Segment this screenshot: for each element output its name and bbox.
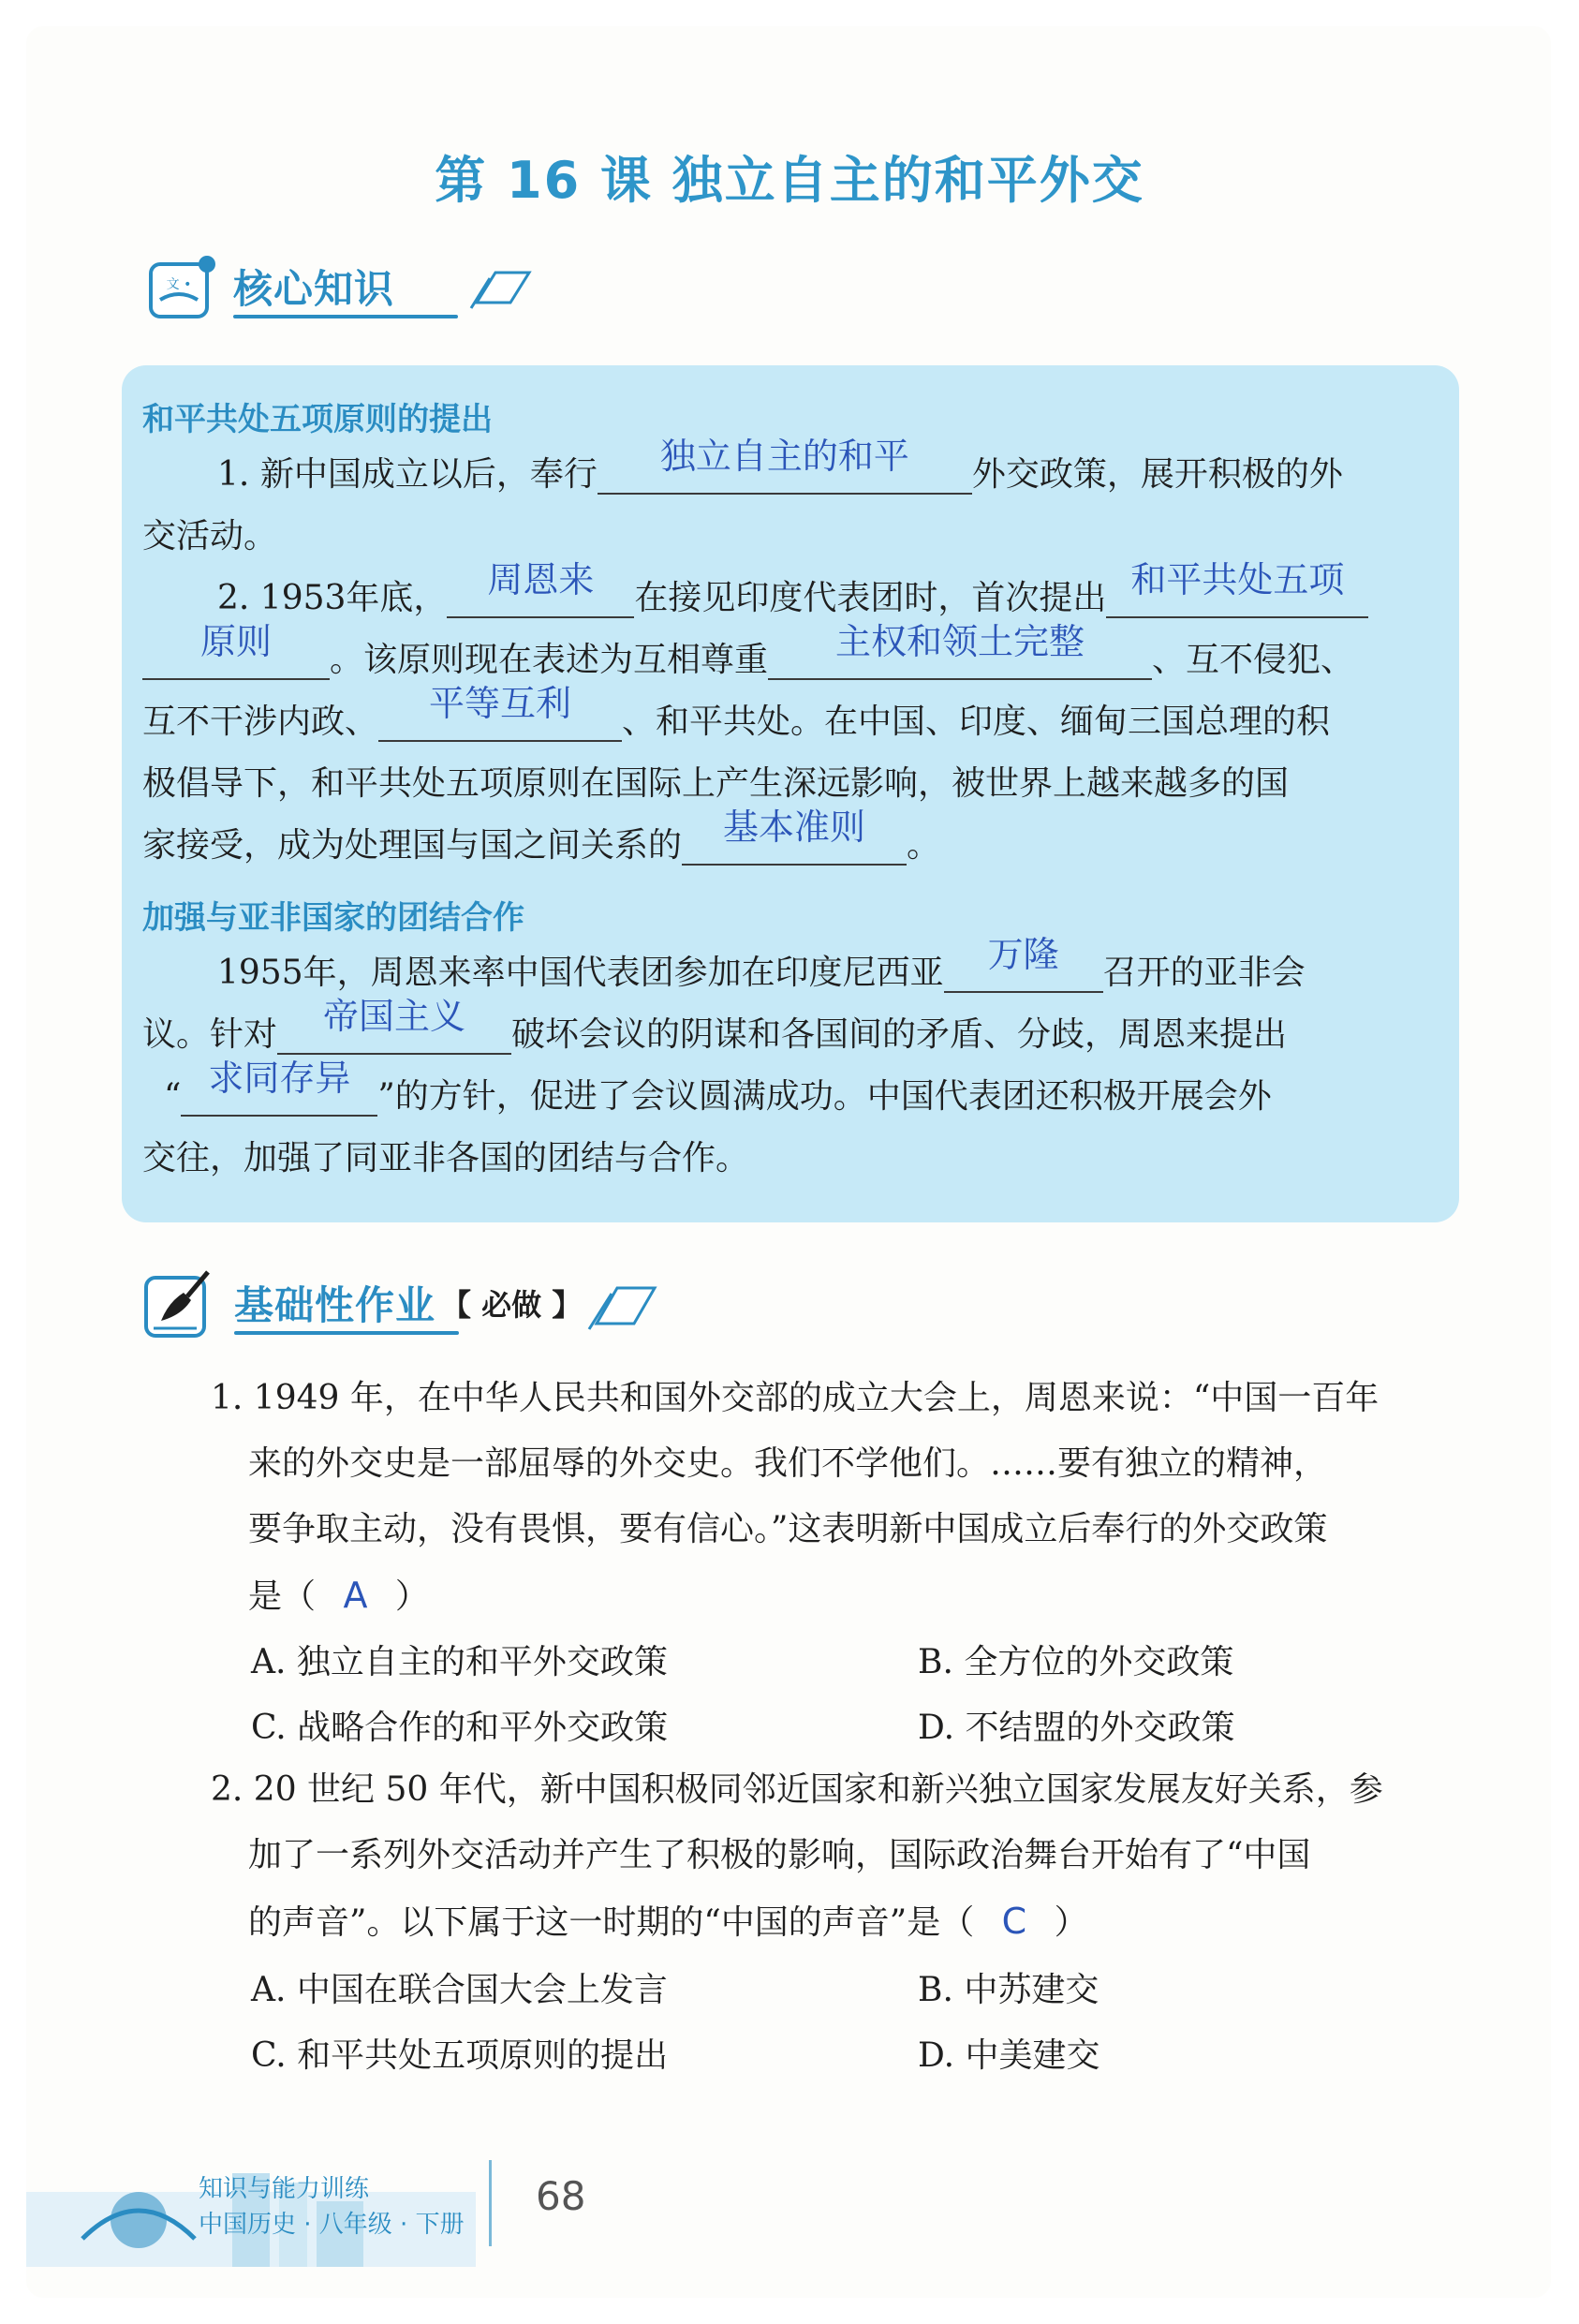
q1-line1: 1. 1949 年，在中华人民共和国外交部的成立大会上，周恩来说：“中国一百年	[211, 1379, 1380, 1417]
core-p1-line2: 交活动。	[142, 517, 278, 555]
brush-icon	[140, 1265, 221, 1345]
footer-book-line2: 中国历史 · 八年级 · 下册	[199, 2211, 465, 2239]
p3-text-f: ”的方针，促进了会议圆满成功。中国代表团还积极开展会外	[377, 1077, 1272, 1116]
p2-text-a: 在接见印度代表团时，首次提出	[634, 579, 1107, 617]
subheading-afro-asian: 加强与亚非国家的团结合作	[142, 899, 524, 937]
q1-option-c[interactable]: C. 战略合作的和平外交政策	[251, 1709, 669, 1747]
p2-answer-6: 基本准则	[723, 807, 866, 848]
p2-answer-5: 平等互利	[429, 683, 572, 724]
subheading-five-principles: 和平共处五项原则的提出	[142, 401, 493, 438]
p3-answer-1: 万隆	[987, 934, 1059, 975]
q2-option-d[interactable]: D. 中美建交	[918, 2036, 1100, 2075]
p2-answer-4: 主权和领土完整	[835, 621, 1085, 662]
p3-answer-2: 帝国主义	[323, 996, 466, 1037]
p1-blank-1[interactable]	[598, 436, 972, 495]
core-knowledge-header	[145, 251, 533, 326]
p1-text-a: 新中国成立以后，奉行	[259, 455, 598, 494]
p2-blank-6[interactable]	[682, 807, 907, 866]
p2-text-c: 、互不侵犯、	[1152, 641, 1355, 679]
homework-header	[140, 1265, 660, 1345]
core-p2-line4: 极倡导下，和平共处五项原则在国际上产生深远影响，被世界上越来越多的国	[142, 764, 1290, 803]
p3-blank-1[interactable]	[944, 934, 1103, 993]
q1-answer[interactable]: A	[343, 1575, 368, 1616]
p2-text-g: 家接受，成为处理国与国之间关系的	[142, 826, 683, 865]
homework-tag: 【 必做 】	[441, 1287, 583, 1323]
book-icon	[145, 251, 220, 326]
q2-line1: 2. 20 世纪 50 年代，新中国积极同邻近国家和新兴独立国家发展友好关系，参	[211, 1770, 1383, 1809]
q2-option-c[interactable]: C. 和平共处五项原则的提出	[251, 2036, 669, 2075]
q1-option-b[interactable]: B. 全方位的外交政策	[918, 1643, 1234, 1681]
p2-text-e: 、和平共处。在中国、印度、缅甸三国总理的积	[622, 703, 1331, 741]
p2-blank-3[interactable]	[142, 621, 330, 680]
p3-text-b: 召开的亚非会	[1102, 954, 1306, 992]
p2-text-b: 。该原则现在表述为互相尊重	[330, 641, 769, 679]
homework-title: 基础性作业	[234, 1282, 436, 1328]
q2-answer[interactable]: C	[1001, 1901, 1027, 1942]
p2-number: 2. 1953年底，	[217, 579, 448, 617]
footer-book-line1: 知识与能力训练	[199, 2175, 370, 2203]
core-p2-line5	[142, 807, 941, 877]
core-p3-line4: 交往，加强了同亚非各国的团结与合作。	[142, 1139, 750, 1177]
p1-number: 1.	[217, 455, 250, 494]
p2-blank-5[interactable]	[378, 683, 622, 742]
core-p1-line1	[217, 436, 1343, 506]
paper-stack-icon	[585, 1277, 660, 1333]
core-p2-line2	[142, 621, 1355, 691]
q2-line2: 加了一系列外交活动并产生了积极的影响，国际政治舞台开始有了“中国	[248, 1836, 1311, 1874]
p1-answer-1: 独立自主的和平	[659, 436, 909, 477]
svg-text:文 •: 文 •	[166, 277, 192, 292]
lesson-title: 第 16 课 独立自主的和平外交	[435, 151, 1144, 210]
p2-text-d: 互不干涉内政、	[142, 703, 379, 741]
q1-option-d[interactable]: D. 不结盟的外交政策	[918, 1709, 1235, 1747]
q2-line3: 的声音”。以下属于这一时期的“中国的声音”是（ C ）	[248, 1901, 1088, 1942]
p3-text-d: 破坏会议的阴谋和各国间的矛盾、分歧，周恩来提出	[511, 1015, 1288, 1054]
q1-line4: 是（ A ）	[248, 1575, 429, 1616]
q2-option-b[interactable]: B. 中苏建交	[918, 1971, 1099, 2009]
p2-blank-4[interactable]	[768, 621, 1152, 680]
paper-stack-icon	[467, 265, 533, 312]
p3-text-a: 1955年，周恩来率中国代表团参加在印度尼西亚	[217, 954, 944, 992]
core-knowledge-title: 核心知识	[233, 266, 395, 312]
core-p3-line3	[164, 1058, 1272, 1128]
p2-answer-2: 和平共处五项	[1130, 559, 1345, 600]
homework-underline	[234, 1331, 459, 1335]
p2-text-h: 。	[907, 826, 941, 865]
page-number: 68	[536, 2173, 586, 2219]
p3-blank-3[interactable]	[181, 1058, 377, 1117]
p3-text-c: 议。针对	[142, 1015, 278, 1054]
p2-answer-3: 原则	[199, 621, 272, 662]
q1-line2: 来的外交史是一部屈辱的外交史。我们不学他们。……要有独立的精神，	[248, 1444, 1328, 1483]
q2-option-a[interactable]: A. 中国在联合国大会上发言	[251, 1971, 668, 2009]
q1-option-a[interactable]: A. 独立自主的和平外交政策	[251, 1643, 668, 1681]
footer-divider	[489, 2160, 492, 2246]
p3-quote-open: “	[164, 1077, 182, 1116]
core-knowledge-underline	[233, 315, 458, 318]
q1-line3: 要争取主动，没有畏惧，要有信心。”这表明新中国成立后奉行的外交政策	[248, 1510, 1328, 1548]
p1-text-b: 外交政策，展开积极的外	[971, 455, 1343, 494]
p2-answer-1: 周恩来	[487, 559, 595, 600]
core-p2-line3	[142, 683, 1331, 753]
p3-answer-3: 求同存异	[208, 1058, 351, 1099]
p2-blank-1[interactable]	[447, 559, 634, 618]
